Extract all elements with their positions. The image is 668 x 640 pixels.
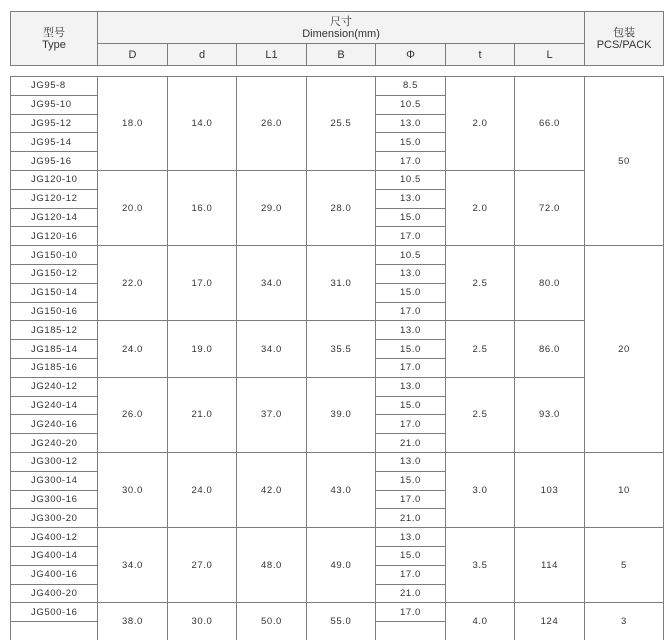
dim-B-cell: 31.0 — [307, 246, 376, 321]
model-cell: JG300-20 — [11, 509, 98, 528]
dim-L-cell: 72.0 — [515, 170, 585, 245]
table-row — [11, 321, 664, 340]
pack-quantity-cell: 50 — [585, 77, 664, 246]
phi-cell: 17.0 — [376, 565, 446, 584]
phi-cell: 17.0 — [376, 603, 446, 622]
model-cell: JG400-20 — [11, 584, 98, 603]
dim-d-cell: 24.0 — [168, 452, 237, 527]
dim-B-cell: 35.5 — [307, 321, 376, 377]
dim-L1-cell: 50.0 — [237, 603, 307, 640]
dim-L1-cell: 48.0 — [237, 528, 307, 603]
phi-cell: 21.0 — [376, 584, 446, 603]
model-cell: JG120-12 — [11, 189, 98, 208]
dimension-header-en: Dimension(mm) — [302, 27, 380, 40]
phi-cell: 10.5 — [376, 95, 446, 114]
dim-L1-cell: 42.0 — [237, 452, 307, 527]
dim-t-cell: 2.0 — [446, 170, 515, 245]
phi-cell: 13.0 — [376, 114, 446, 133]
dim-L1-cell: 34.0 — [237, 321, 307, 377]
phi-cell: 13.0 — [376, 528, 446, 547]
phi-cell: 21.0 — [376, 434, 446, 453]
phi-cell: 17.0 — [376, 490, 446, 509]
phi-cell: 17.0 — [376, 227, 446, 246]
model-cell: JG150-12 — [11, 264, 98, 283]
dim-t-cell: 4.0 — [446, 603, 515, 640]
col-header-phi: Φ — [376, 44, 446, 66]
pack-header — [585, 12, 664, 66]
phi-cell: 17.0 — [376, 415, 446, 434]
phi-cell — [376, 622, 446, 640]
model-cell: JG240-16 — [11, 415, 98, 434]
model-cell: JG500-16 — [11, 603, 98, 622]
model-cell: JG150-16 — [11, 302, 98, 321]
phi-cell: 21.0 — [376, 509, 446, 528]
dim-t-cell: 2.0 — [446, 77, 515, 171]
dim-B-cell: 39.0 — [307, 377, 376, 452]
phi-cell: 8.5 — [376, 77, 446, 96]
pack-quantity-cell: 20 — [585, 246, 664, 453]
model-cell: JG95-16 — [11, 152, 98, 171]
pack-header-cn: 包装 — [613, 26, 636, 39]
dim-D-cell: 34.0 — [98, 528, 168, 603]
dim-t-cell: 3.5 — [446, 528, 515, 603]
dim-d-cell: 19.0 — [168, 321, 237, 377]
dim-L1-cell: 26.0 — [237, 77, 307, 171]
model-cell: JG400-16 — [11, 565, 98, 584]
dim-D-cell: 18.0 — [98, 77, 168, 171]
dim-B-cell: 25.5 — [307, 77, 376, 171]
pack-quantity-cell: 5 — [585, 528, 664, 603]
dim-B-cell: 49.0 — [307, 528, 376, 603]
phi-cell: 13.0 — [376, 377, 446, 396]
dimension-header — [98, 12, 585, 44]
col-header-L1: L1 — [237, 44, 307, 66]
dim-D-cell: 30.0 — [98, 452, 168, 527]
model-cell: JG300-16 — [11, 490, 98, 509]
model-cell: JG150-10 — [11, 246, 98, 265]
phi-cell: 17.0 — [376, 152, 446, 171]
type-header — [11, 12, 98, 66]
model-cell: JG95-8 — [11, 77, 98, 96]
model-cell: JG185-12 — [11, 321, 98, 340]
col-header-D: D — [98, 44, 168, 66]
phi-cell: 15.0 — [376, 396, 446, 415]
spec-table-body — [11, 77, 664, 640]
phi-cell: 13.0 — [376, 321, 446, 340]
model-cell: JG240-20 — [11, 434, 98, 453]
table-row — [11, 377, 664, 396]
pack-quantity-cell: 3 — [585, 603, 664, 640]
dim-d-cell: 30.0 — [168, 603, 237, 640]
dim-t-cell: 2.5 — [446, 321, 515, 377]
type-header-cn: 型号 — [43, 26, 65, 39]
table-row — [11, 77, 664, 96]
model-cell: JG95-14 — [11, 133, 98, 152]
model-cell: JG300-12 — [11, 452, 98, 471]
dim-D-cell: 38.0 — [98, 603, 168, 640]
model-cell: JG150-14 — [11, 283, 98, 302]
table-row — [11, 170, 664, 189]
table-row — [11, 452, 664, 471]
model-cell: JG185-16 — [11, 358, 98, 377]
phi-cell: 13.0 — [376, 264, 446, 283]
dim-L1-cell: 37.0 — [237, 377, 307, 452]
dim-L-cell: 124 — [515, 603, 585, 640]
type-header-en: Type — [42, 38, 66, 51]
dim-L-cell: 93.0 — [515, 377, 585, 452]
dim-L-cell: 66.0 — [515, 77, 585, 171]
phi-cell: 15.0 — [376, 340, 446, 359]
spec-table — [10, 76, 664, 640]
dim-D-cell: 26.0 — [98, 377, 168, 452]
dimension-header-cn: 尺寸 — [330, 15, 353, 28]
phi-cell: 13.0 — [376, 452, 446, 471]
table-row — [11, 528, 664, 547]
dim-d-cell: 16.0 — [168, 170, 237, 245]
dim-d-cell: 27.0 — [168, 528, 237, 603]
phi-cell: 15.0 — [376, 471, 446, 490]
phi-cell: 15.0 — [376, 546, 446, 565]
col-header-B: B — [307, 44, 376, 66]
model-cell: JG240-12 — [11, 377, 98, 396]
dim-B-cell: 43.0 — [307, 452, 376, 527]
dim-t-cell: 2.5 — [446, 377, 515, 452]
phi-cell: 17.0 — [376, 302, 446, 321]
table-row — [11, 246, 664, 265]
phi-cell: 10.5 — [376, 170, 446, 189]
dim-L1-cell: 34.0 — [237, 246, 307, 321]
model-cell: JG120-16 — [11, 227, 98, 246]
dim-L-cell: 114 — [515, 528, 585, 603]
dim-d-cell: 14.0 — [168, 77, 237, 171]
model-cell: JG120-10 — [11, 170, 98, 189]
model-cell: JG240-14 — [11, 396, 98, 415]
dim-B-cell: 55.0 — [307, 603, 376, 640]
dim-B-cell: 28.0 — [307, 170, 376, 245]
dim-D-cell: 20.0 — [98, 170, 168, 245]
phi-cell: 13.0 — [376, 189, 446, 208]
dim-L-cell: 80.0 — [515, 246, 585, 321]
model-cell: JG120-14 — [11, 208, 98, 227]
dim-d-cell: 17.0 — [168, 246, 237, 321]
col-header-L: L — [515, 44, 585, 66]
col-header-t: t — [446, 44, 515, 66]
dim-d-cell: 21.0 — [168, 377, 237, 452]
model-cell: JG300-14 — [11, 471, 98, 490]
phi-cell: 15.0 — [376, 283, 446, 302]
dim-D-cell: 24.0 — [98, 321, 168, 377]
model-cell — [11, 622, 98, 640]
col-header-d: d — [168, 44, 237, 66]
phi-cell: 17.0 — [376, 358, 446, 377]
dim-L-cell: 103 — [515, 452, 585, 527]
model-cell: JG185-14 — [11, 340, 98, 359]
dim-t-cell: 2.5 — [446, 246, 515, 321]
phi-cell: 15.0 — [376, 208, 446, 227]
model-cell: JG95-12 — [11, 114, 98, 133]
table-row — [11, 603, 664, 622]
model-cell: JG400-14 — [11, 546, 98, 565]
table-header — [10, 11, 664, 66]
dim-L-cell: 86.0 — [515, 321, 585, 377]
phi-cell: 10.5 — [376, 246, 446, 265]
model-cell: JG95-10 — [11, 95, 98, 114]
dim-D-cell: 22.0 — [98, 246, 168, 321]
model-cell: JG400-12 — [11, 528, 98, 547]
pack-quantity-cell: 10 — [585, 452, 664, 527]
pack-header-en: PCS/PACK — [596, 38, 652, 51]
phi-cell: 15.0 — [376, 133, 446, 152]
dim-t-cell: 3.0 — [446, 452, 515, 527]
dim-L1-cell: 29.0 — [237, 170, 307, 245]
